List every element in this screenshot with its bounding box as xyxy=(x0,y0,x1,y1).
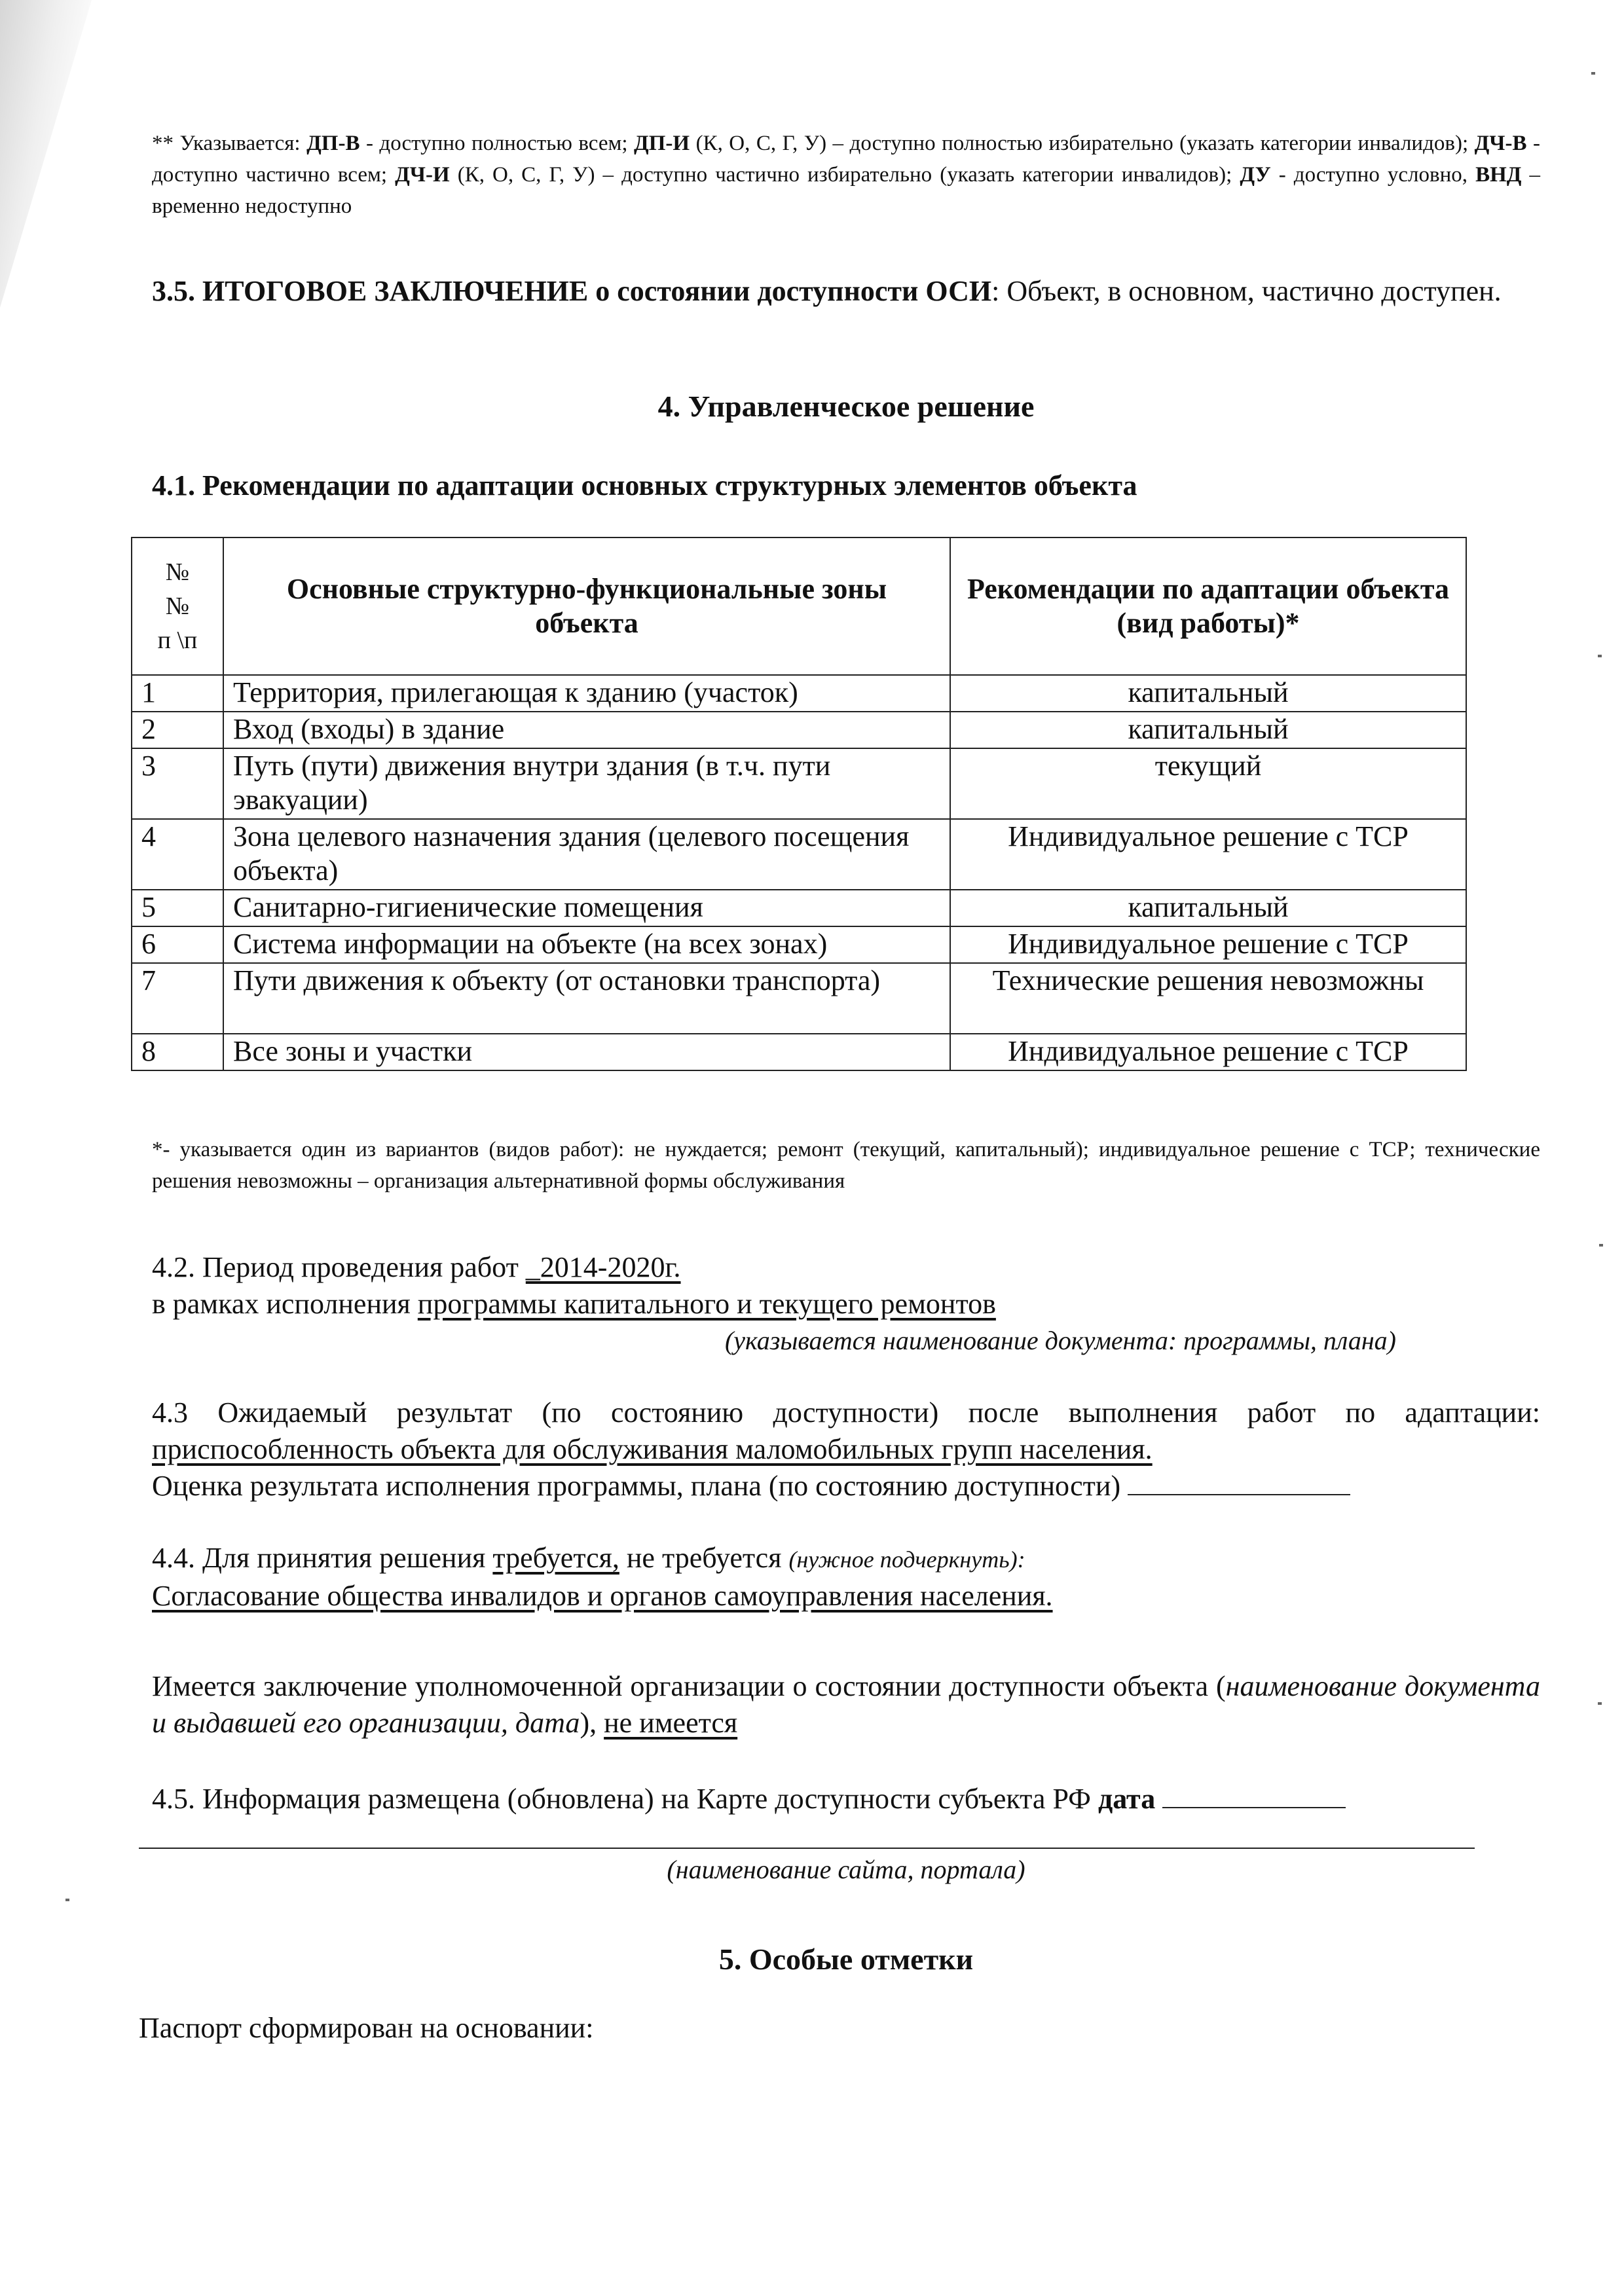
result-assessment-blank xyxy=(1128,1468,1350,1495)
scan-speck xyxy=(1598,1702,1602,1705)
header-recommendation: Рекомендации по адаптации объекта (вид работы)* xyxy=(950,538,1466,675)
section-4-title: 4. Управленческое решение xyxy=(657,390,1035,423)
program-caption: (указывается наименование документа: программы, плана) xyxy=(724,1326,1396,1355)
section-4-2: 4.2. Период проведения работ _2014-2020г. в рамках исполнения программы капитального и текущего ремонтов (указывается наименование документа: программы, плана) xyxy=(152,1249,1540,1359)
scan-speck xyxy=(1591,72,1595,75)
authorized-conclusion: Имеется заключение уполномоченной организации о состоянии доступности объекта (наименование документа и выдавшей его организации, дата), не имеется xyxy=(152,1670,1540,1739)
footnote-availability: ** Указывается: ДП-В - доступно полностью всем; ДП-И (К, О, С, Г, У) – доступно полностью избирательно (указать категории инвалидов); ДЧ-В - доступно частично всем; ДЧ-И (К, О, С, Г, У) – доступно частично избирательно (указать категории инвалидов); ДУ - доступно условно, ВНД – временно недоступно xyxy=(152,132,1541,218)
recommendations-table xyxy=(131,537,1467,1071)
section-4-4: 4.4. Для принятия решения требуется, не требуется (нужное подчеркнуть): Согласование общества инвалидов и органов самоуправления населения. xyxy=(152,1542,1053,1612)
header-zone: Основные структурно-функциональные зоны объекта xyxy=(223,538,950,675)
section-5-title: 5. Особые отметки xyxy=(718,1942,974,1976)
table-row: 8 Все зоны и участки Индивидуальное решение с ТСР xyxy=(132,1034,1466,1070)
table-row: 1 Территория, прилегающая к зданию (участок) капитальный xyxy=(132,675,1466,712)
page-fold-shadow xyxy=(0,0,92,308)
section-4-1-title: 4.1. Рекомендации по адаптации основных структурных элементов объекта xyxy=(152,469,1137,501)
work-period-value: _2014-2020г. xyxy=(525,1251,681,1283)
table-row: 4 Зона целевого назначения здания (целевого посещения объекта) Индивидуальное решение с ТСР xyxy=(132,819,1466,890)
table-row: 3 Путь (пути) движения внутри здания (в т.ч. пути эвакуации) текущий xyxy=(132,748,1466,819)
table-row: 5 Санитарно-гигиенические помещения капитальный xyxy=(132,890,1466,926)
date-blank xyxy=(1162,1781,1346,1808)
scan-speck xyxy=(1598,655,1602,657)
program-name-value: программы капитального и текущего ремонтов xyxy=(417,1288,996,1320)
approval-value: Согласование общества инвалидов и органов самоуправления населения. xyxy=(152,1580,1053,1612)
site-name-blank xyxy=(139,1848,1475,1849)
expected-result-value: приспособленность объекта для обслуживания маломобильных групп населения. xyxy=(152,1433,1153,1465)
table-row: 2 Вход (входы) в здание капитальный xyxy=(132,712,1466,748)
site-caption: (наименование сайта, портала) xyxy=(667,1855,1025,1884)
table-footnote: *- указывается один из вариантов (видов работ): не нуждается; ремонт (текущий, капитальный); индивидуальное решение с ТСР; технические решения невозможны – организация альтернативной формы обслуживания xyxy=(152,1138,1540,1193)
option-required: требуется, xyxy=(492,1542,619,1574)
scan-speck xyxy=(1599,1244,1603,1247)
table-header-row xyxy=(132,538,1466,675)
header-number: № № п \п xyxy=(132,538,223,675)
table-row: 6 Система информации на объекте (на всех зонах) Индивидуальное решение с ТСР xyxy=(132,926,1466,963)
section-3-5-conclusion: 3.5. ИТОГОВОЕ ЗАКЛЮЧЕНИЕ о состоянии доступности ОСИ: Объект, в основном, частично доступен. xyxy=(152,275,1502,307)
section-4-3: 4.3 Ожидаемый результат (по состоянию доступности) после выполнения работ по адаптации: приспособленность объекта для обслуживания маломобильных групп населения. Оценка результата исполнения программы, плана (по состоянию доступности) xyxy=(152,1396,1540,1502)
conclusion-value: не имеется xyxy=(604,1707,738,1739)
section-4-5: 4.5. Информация размещена (обновлена) на Карте доступности субъекта РФ дата xyxy=(152,1781,1540,1817)
passport-basis: Паспорт сформирован на основании: xyxy=(139,2012,594,2044)
scan-speck xyxy=(65,1899,69,1901)
table-row: 7 Пути движения к объекту (от остановки транспорта) Технические решения невозможны xyxy=(132,963,1466,1034)
